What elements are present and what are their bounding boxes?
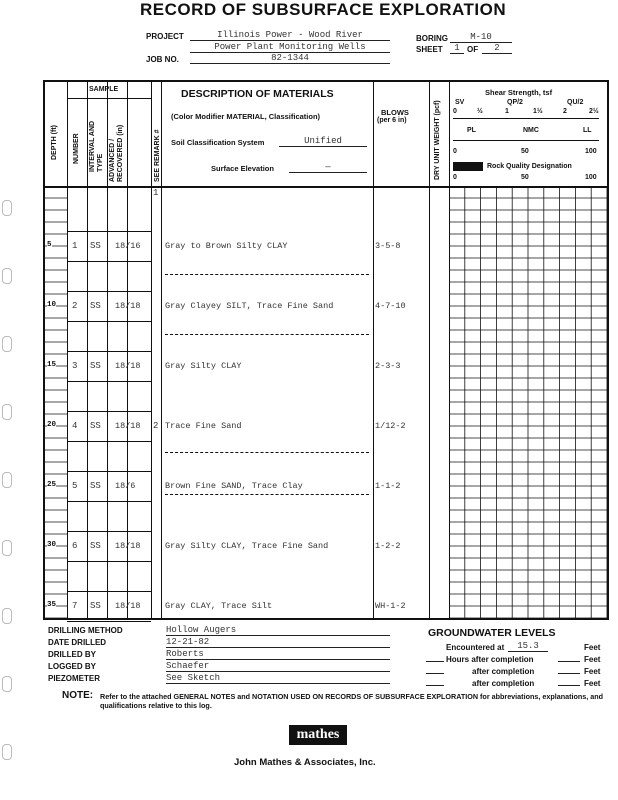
column-divider [151, 82, 152, 618]
sample-number: 4 [72, 421, 78, 431]
sheet-number: 1 [450, 43, 464, 54]
binder-hole [2, 472, 12, 488]
sample-adv-rec: 18/6 [115, 481, 136, 491]
depth-scale [45, 186, 67, 618]
sample-blows: 1/12-2 [375, 421, 406, 431]
company-logo: mathes [289, 725, 347, 745]
gw-after1-label: after completion [472, 667, 535, 676]
groundwater-title: GROUNDWATER LEVELS [428, 627, 556, 639]
drilled-by-label: DRILLED BY [48, 650, 96, 659]
sample-blows: 1-1-2 [375, 481, 401, 491]
sample-header: SAMPLE [89, 86, 119, 93]
sample-description: Brown Fine SAND, Trace Clay [165, 481, 303, 491]
qu-label: QU/2 [567, 99, 584, 106]
sample-description: Gray to Brown Silty CLAY [165, 241, 288, 251]
gw-feet-1: Feet [584, 643, 601, 652]
moisture-tick-50: 50 [521, 148, 529, 155]
gw-feet-4: Feet [584, 679, 601, 688]
sample-box-top [67, 411, 151, 412]
description-title: DESCRIPTION OF MATERIALS [181, 88, 334, 100]
sample-adv-rec: 18/18 [115, 421, 141, 431]
sample-blows: 1-2-2 [375, 541, 401, 551]
sample-description: Gray CLAY, Trace Silt [165, 601, 273, 611]
date-drilled-value: 12-21-82 [166, 637, 390, 648]
drilling-method-label: DRILLING METHOD [48, 626, 123, 635]
sample-adv-rec: 18/18 [115, 301, 141, 311]
sample-adv-rec: 18/18 [115, 601, 141, 611]
sample-box-bottom [67, 621, 151, 622]
sample-type: SS [90, 481, 101, 491]
piezometer-value: See Sketch [166, 673, 390, 684]
column-divider [161, 82, 162, 618]
sample-type: SS [90, 421, 101, 431]
depth-label: 20 [47, 421, 57, 429]
sample-description: Gray Silty CLAY, Trace Fine Sand [165, 541, 329, 551]
surface-elevation-value: — [289, 162, 367, 173]
project-line1: Illinois Power - Wood River [190, 30, 390, 41]
column-divider [127, 82, 128, 618]
gw-feet-2: Feet [584, 655, 601, 664]
soil-system-value: Unified [279, 136, 367, 147]
note-label: NOTE: [62, 690, 94, 701]
shear-axis [453, 118, 599, 119]
sample-description: Gray Silty CLAY [165, 361, 242, 371]
depth-label: 10 [47, 301, 57, 309]
sample-number: 6 [72, 541, 78, 551]
gw-after2-value [558, 685, 580, 686]
binder-hole [2, 608, 12, 624]
binder-hole [2, 404, 12, 420]
sample-box-top [67, 351, 151, 352]
sample-box-top [67, 231, 151, 232]
page-title: RECORD OF SUBSURFACE EXPLORATION [140, 0, 507, 19]
remark-header: SEE REMARK # [154, 129, 161, 182]
gw-encountered-label: Encountered at [446, 643, 505, 652]
logged-by-value: Schaefer [166, 661, 390, 672]
sample-box-top [67, 291, 151, 292]
sample-number: 3 [72, 361, 78, 371]
shear-strength-title: Shear Strength, tsf [485, 88, 553, 97]
sample-blows: WH-1-2 [375, 601, 406, 611]
gw-hours-label: Hours after completion [446, 655, 534, 664]
piezometer-label: PIEZOMETER [48, 674, 101, 683]
depth-header: DEPTH (ft) [51, 125, 58, 160]
binder-hole [2, 200, 12, 216]
sample-type: SS [90, 541, 101, 551]
blows-header: BLOWS [381, 108, 409, 117]
job-number: 82-1344 [190, 53, 390, 64]
description-sub: (Color Modifier MATERIAL, Classification) [171, 112, 321, 121]
sample-adv-rec: 18/18 [115, 361, 141, 371]
sample-adv-rec: 18/16 [115, 241, 141, 251]
dry-unit-weight-header: DRY UNIT WEIGHT (pcf) [434, 100, 441, 180]
drilled-by-value: Roberts [166, 649, 390, 660]
depth-label: 30 [47, 541, 57, 549]
pl-label: PL [467, 127, 476, 134]
sample-remark: 2 [153, 421, 159, 431]
gw-hours-value [558, 661, 580, 662]
column-divider [107, 82, 108, 618]
date-drilled-label: DATE DRILLED [48, 638, 107, 647]
depth-label: 25 [47, 481, 57, 489]
binder-hole [2, 336, 12, 352]
gw-after2-label: after completion [472, 679, 535, 688]
binder-hole [2, 676, 12, 692]
note-text: Refer to the attached GENERAL NOTES and NOTATION USED ON RECORDS OF SUBSURFACE EXPLORATION for abbreviations, explanations, and qualifications relative to this log. [100, 692, 604, 710]
sample-box-bottom [67, 261, 151, 262]
sample-box-top [67, 591, 151, 592]
adv-rec-header: ADVANCED / RECOVERED (in) [109, 124, 124, 182]
sheet-total: 2 [482, 43, 512, 54]
soil-system-label: Soil Classification System [171, 138, 265, 147]
sample-box-bottom [67, 381, 151, 382]
surface-elevation-label: Surface Elevation [211, 164, 274, 173]
ll-label: LL [583, 127, 592, 134]
sample-number: 5 [72, 481, 78, 491]
sample-description: Gray Clayey SILT, Trace Fine Sand [165, 301, 334, 311]
shear-tick: 1 [505, 108, 509, 115]
moisture-axis [453, 140, 599, 141]
sample-number: 7 [72, 601, 78, 611]
rqd-tick-0: 0 [453, 174, 457, 181]
sample-box-bottom [67, 561, 151, 562]
remark-note: 1 [153, 188, 159, 198]
rqd-tick-50: 50 [521, 174, 529, 181]
column-divider [373, 82, 374, 618]
logged-by-label: LOGGED BY [48, 662, 97, 671]
gw-encountered-value: 15.3 [508, 641, 548, 652]
sample-type: SS [90, 241, 101, 251]
sample-type: SS [90, 601, 101, 611]
depth-label: 15 [47, 361, 57, 369]
gw-feet-3: Feet [584, 667, 601, 676]
stratum-boundary [165, 334, 369, 335]
strength-graph-grid [449, 186, 607, 618]
sample-box-bottom [67, 501, 151, 502]
sample-adv-rec: 18/18 [115, 541, 141, 551]
shear-tick: 0 [453, 108, 457, 115]
stratum-boundary [165, 274, 369, 275]
shear-tick: 1½ [533, 108, 543, 115]
project-line2: Power Plant Monitoring Wells [190, 42, 390, 53]
number-header: NUMBER [73, 133, 80, 164]
moisture-tick-100: 100 [585, 148, 597, 155]
stratum-boundary [165, 452, 369, 453]
sample-blows: 3-5-8 [375, 241, 401, 251]
rqd-tick-100: 100 [585, 174, 597, 181]
sample-divider [67, 98, 151, 99]
sample-blows: 2-3-3 [375, 361, 401, 371]
drilling-method-value: Hollow Augers [166, 625, 390, 636]
qp-label: QP/2 [507, 99, 523, 106]
sample-blows: 4-7-10 [375, 301, 406, 311]
stratum-boundary [165, 494, 369, 495]
blows-subheader: (per 6 in) [377, 117, 407, 124]
sample-box-bottom [67, 321, 151, 322]
sample-box-top [67, 471, 151, 472]
sample-box-top [67, 531, 151, 532]
gw-after2-blank [426, 685, 444, 686]
sv-label: SV [455, 99, 465, 106]
binder-hole [2, 268, 12, 284]
binder-hole [2, 744, 12, 760]
binder-hole [2, 540, 12, 556]
rqd-swatch [453, 162, 483, 171]
sample-description: Trace Fine Sand [165, 421, 242, 431]
of-label: OF [467, 45, 479, 54]
sheet-label: SHEET [416, 45, 443, 54]
depth-label: 35 [47, 601, 57, 609]
depth-label: 5 [47, 241, 52, 249]
company-name: John Mathes & Associates, Inc. [234, 757, 376, 768]
sample-type: SS [90, 361, 101, 371]
shear-tick: 2 [563, 108, 567, 115]
nmc-label: NMC [523, 127, 539, 134]
job-label: JOB NO. [146, 55, 179, 64]
log-table [43, 80, 609, 620]
project-label: PROJECT [146, 32, 184, 41]
rqd-label: Rock Quality Designation [487, 163, 572, 170]
binder-holes [0, 0, 14, 800]
gw-after1-value [558, 673, 580, 674]
shear-tick: 2½ [589, 108, 599, 115]
sample-number: 2 [72, 301, 78, 311]
column-divider [67, 82, 68, 618]
moisture-tick-0: 0 [453, 148, 457, 155]
sample-type: SS [90, 301, 101, 311]
interval-header: INTERVAL AND TYPE [89, 120, 104, 172]
gw-after1-blank [426, 673, 444, 674]
column-divider [429, 82, 430, 618]
gw-hours-blank [426, 661, 444, 662]
boring-number: M-10 [450, 32, 512, 43]
column-divider [87, 82, 88, 618]
sample-number: 1 [72, 241, 78, 251]
boring-label: BORING [416, 34, 448, 43]
sample-box-bottom [67, 441, 151, 442]
shear-tick: ½ [477, 108, 483, 115]
